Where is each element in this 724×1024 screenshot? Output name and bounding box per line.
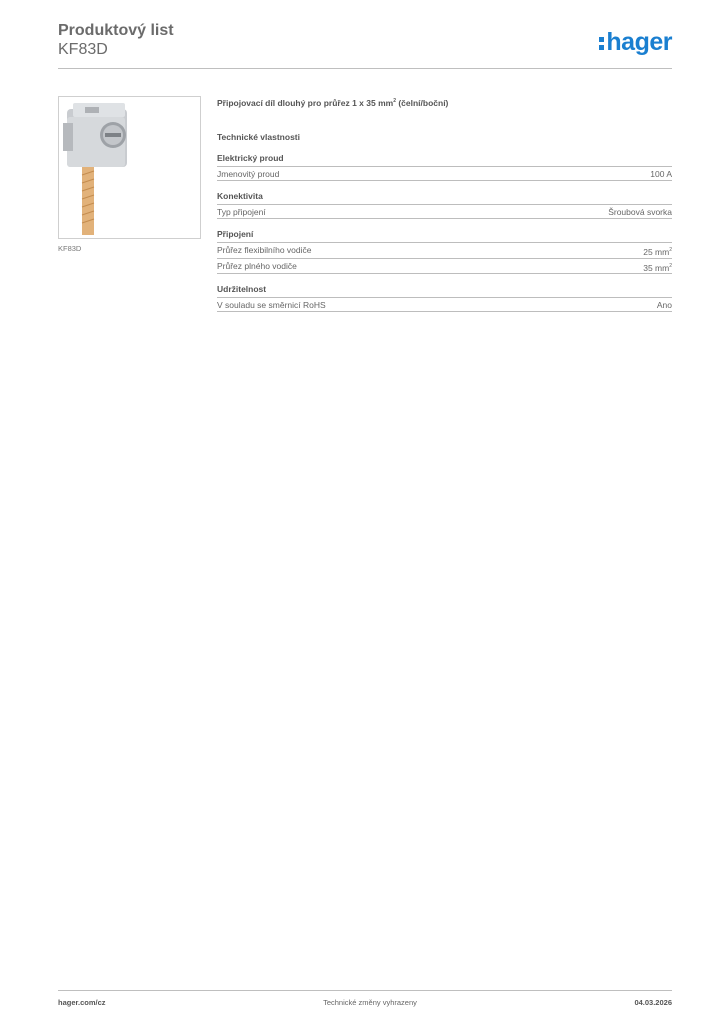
group-electric-current [217,153,672,181]
spec-value: Šroubová svorka [608,206,672,217]
footer-divider [58,990,672,991]
spec-label: Jmenovitý proud [217,168,280,179]
spec-value: 25 $mm^2$ [643,246,672,257]
group-title: Elektrický proud [217,153,672,167]
spec-value: Ano [656,300,672,311]
header-divider [58,68,672,69]
page-header [58,21,174,59]
spec-label: Typ připojení [217,206,266,217]
spec-content [217,96,672,312]
footer-date: 04.03.2026 [634,998,672,1007]
spec-row [217,205,672,219]
spec-label: V souladu se směrnicí RoHS [217,300,326,311]
spec-row [217,298,672,312]
logo-dots-icon [599,35,605,51]
hager-logo[interactable] [599,28,672,56]
spec-label: Průřez plného vodiče [217,260,297,271]
footer-notice: Technické změny vyhrazeny [323,998,417,1007]
product-image-frame [58,96,201,239]
logo-text: hager [606,28,672,56]
footer-website-link[interactable]: hager.com/cz [58,998,106,1007]
group-sustainability [217,284,672,312]
page-footer [58,998,672,1007]
group-title: Udržitelnost [217,284,672,298]
group-connectivity [217,191,672,219]
page-title: Produktový list [58,22,174,39]
spec-label: Průřez flexibilního vodiče [217,244,312,255]
group-title: Konektivita [217,191,672,205]
product-headline: Připojovací díl dlouhý pro průřez 1 x 35 $mm^2$ (čelní/boční) [217,97,449,108]
spec-row [217,243,672,259]
spec-value: 100 A [650,168,672,179]
product-caption: KF83D [58,244,82,253]
terminal-connector-image [59,97,200,238]
product-code: KF83D [58,41,108,58]
group-title: Připojení [217,229,672,243]
spec-value: 35 $mm^2$ [643,262,672,273]
group-connection [217,229,672,275]
spec-row [217,259,672,275]
spec-row [217,167,672,181]
section-title: Technické vlastnosti [217,131,300,142]
